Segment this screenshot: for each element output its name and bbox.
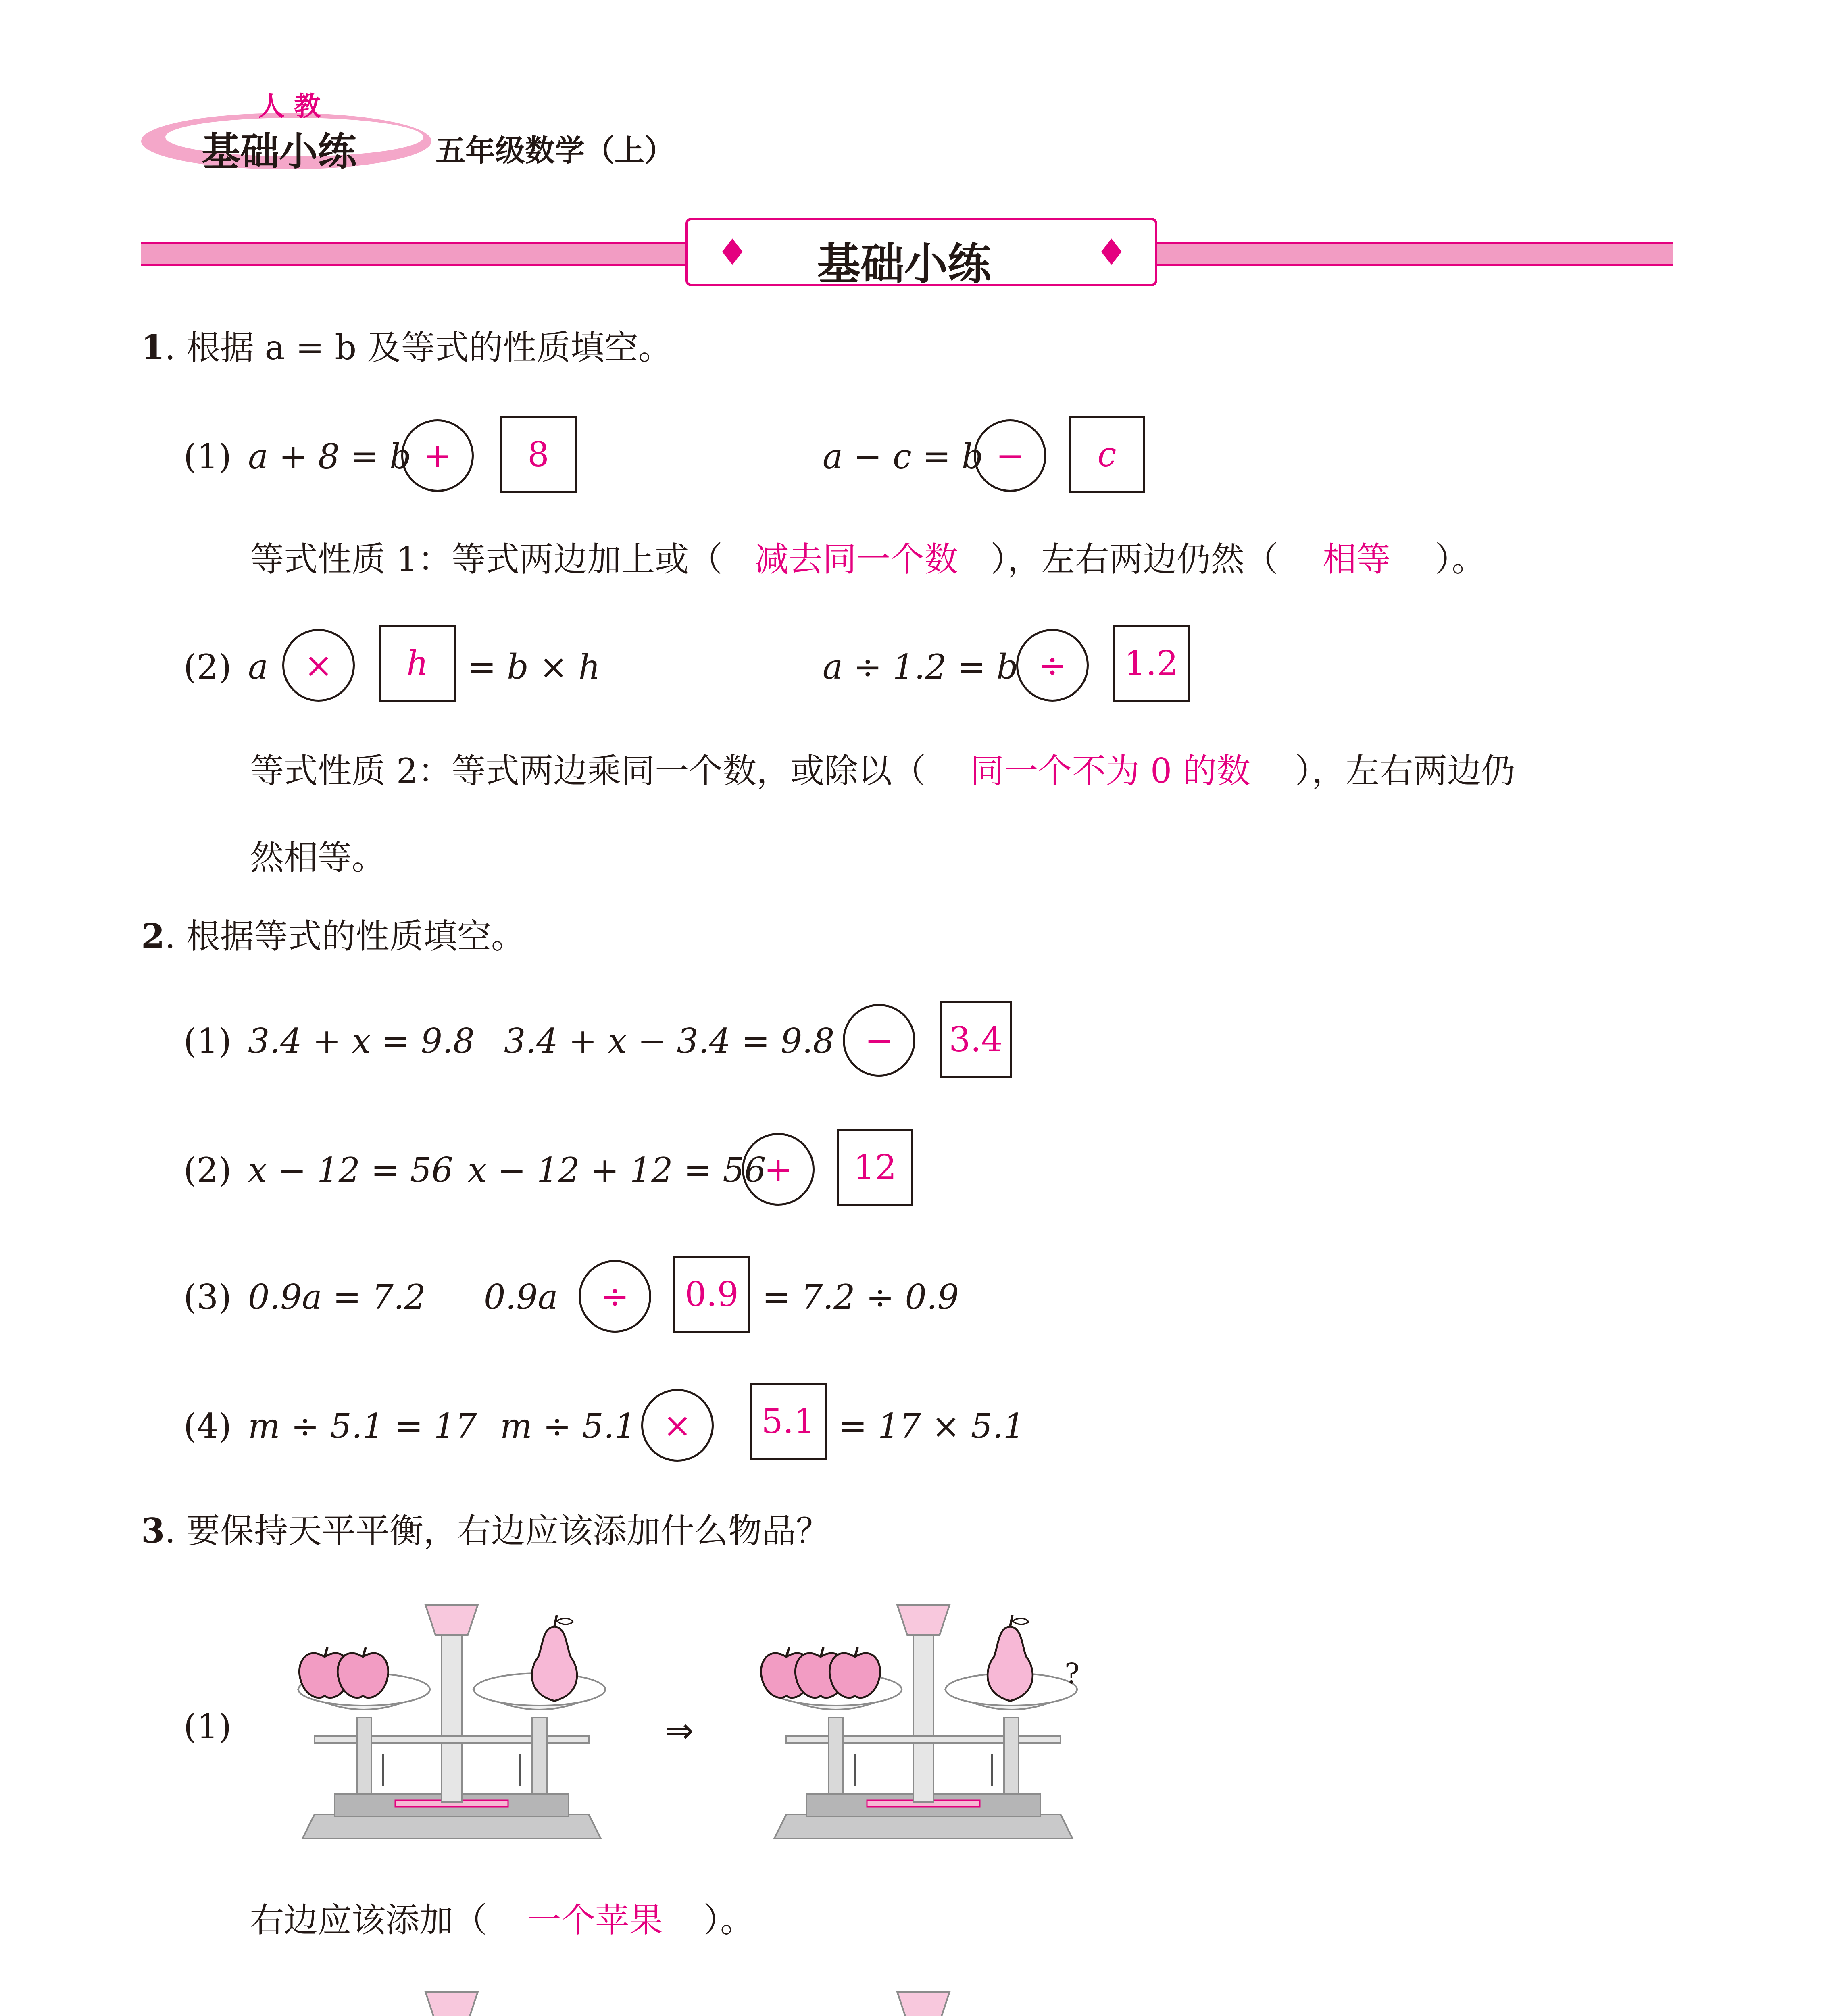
q1-prop1-post: ）。	[1435, 539, 1486, 579]
q1-p2-label: (2)	[183, 647, 231, 687]
q2-item-op: ×	[641, 1389, 714, 1462]
q3-number: 3	[141, 1511, 165, 1551]
section-banner	[141, 218, 1673, 290]
q2-item-work: 0.9a	[484, 1277, 558, 1317]
diamond-right-icon: ♦	[1095, 231, 1128, 274]
q2-item-op: −	[843, 1004, 915, 1077]
q1-prop1-pre: 等式性质 1：等式两边加上或（	[250, 539, 723, 579]
q2-item-work: m ÷ 5.1	[500, 1406, 636, 1446]
q1-number: 1	[141, 327, 165, 367]
q2-item-val: 0.9	[673, 1256, 750, 1333]
q2-item-work: 3.4 + x − 3.4 = 9.8	[504, 1021, 835, 1061]
q1-p2-left-tail: = b × h	[468, 647, 600, 687]
question-mark: ?	[1065, 1657, 1080, 1690]
q2-stem: 2. 根据等式的性质填空。	[141, 916, 525, 956]
publisher-tag: 人 教	[258, 91, 321, 122]
q1-prop2-post: ），左右两边仍	[1295, 751, 1515, 791]
banner-box	[685, 218, 1157, 289]
balance-scale-image	[274, 1984, 629, 2016]
q2-item-tail: = 7.2 ÷ 0.9	[762, 1277, 959, 1317]
pear-icon	[516, 1613, 593, 1706]
q2-item-eq: m ÷ 5.1 = 17	[248, 1406, 477, 1446]
q3-answer-pre: 右边应该添加（	[250, 1900, 488, 1940]
diamond-left-icon: ♦	[716, 231, 749, 274]
q1-p2-right-expr: a ÷ 1.2 = b	[823, 647, 1019, 687]
q1-prop2-ans: 同一个不为 0 的数	[970, 751, 1251, 791]
q2-item-val: 5.1	[750, 1383, 827, 1460]
q3-item-label: (1)	[183, 1707, 231, 1746]
q1-stem: 1. 根据 a = b 及等式的性质填空。	[141, 327, 672, 367]
q2-item-label: (3)	[183, 1277, 231, 1317]
banner-band-right	[1157, 242, 1673, 266]
header	[0, 0, 1821, 194]
banner-band-left	[141, 242, 690, 266]
q3-stem: 3. 要保持天平平衡，右边应该添加什么物品？	[141, 1511, 830, 1551]
q3-arrow: ⇒	[665, 1711, 694, 1750]
balance-scale-image	[274, 1597, 629, 1847]
q2-item-label: (2)	[183, 1150, 231, 1190]
apple-icon	[827, 1645, 883, 1702]
q1-p1-right-op: −	[974, 419, 1046, 492]
q2-item-eq: 3.4 + x = 9.8	[248, 1021, 475, 1061]
q1-p2-right-op: ÷	[1016, 629, 1089, 702]
q1-p2-left-a: a	[248, 647, 269, 687]
q1-p2-left-op: ×	[282, 629, 355, 702]
q2-item-label: (4)	[183, 1406, 231, 1446]
q1-stem-text: 根据 a = b 及等式的性质填空。	[186, 328, 672, 367]
q1-prop2	[250, 751, 1515, 791]
q1-prop2-pre: 等式性质 2：等式两边乘同一个数，或除以（	[250, 751, 926, 791]
q1-p2-right-val: 1.2	[1113, 625, 1190, 702]
q1-prop1	[250, 539, 1486, 579]
book-title: 五年级数学（上）	[435, 133, 674, 168]
q3-answer-line	[250, 1900, 754, 1940]
q3-stem-text: 要保持天平平衡，右边应该添加什么物品？	[186, 1511, 830, 1551]
q2-item-op: ÷	[579, 1260, 651, 1333]
q1-prop2-line2: 然相等。	[250, 838, 386, 877]
q2-item-tail: = 17 × 5.1	[839, 1406, 1025, 1446]
q2-item-eq: 0.9a = 7.2	[248, 1277, 426, 1317]
q2-number: 2	[141, 916, 165, 956]
series-title: 基础小练	[202, 129, 356, 174]
q2-item-op: +	[742, 1133, 815, 1206]
q1-prop1-mid: ），左右两边仍然（	[990, 539, 1279, 579]
q3-answer-post: ）。	[703, 1900, 754, 1940]
q2-item-val: 12	[837, 1129, 913, 1206]
q1-p1-left-expr: a + 8 = b	[248, 437, 411, 476]
section-title: 基础小练	[817, 239, 992, 289]
q1-p1-right-val: c	[1069, 416, 1145, 493]
q1-p1-label: (1)	[183, 437, 231, 476]
q1-p1-left-op: +	[401, 419, 474, 492]
q3-answer: 一个苹果	[527, 1900, 663, 1940]
q2-item-label: (1)	[183, 1021, 231, 1061]
q1-prop1-ans2: 相等	[1323, 539, 1391, 579]
balance-scale-image	[746, 1597, 1101, 1847]
q1-prop1-ans1: 减去同一个数	[755, 539, 958, 579]
q2-item-work: x − 12 + 12 = 56	[468, 1150, 766, 1190]
q1-p1-left-val: 8	[500, 416, 577, 493]
q2-item-eq: x − 12 = 56	[248, 1150, 453, 1190]
q2-stem-text: 根据等式的性质填空。	[186, 916, 525, 956]
apple-icon	[335, 1645, 391, 1702]
q1-p2-left-val: h	[379, 625, 456, 702]
pear-icon	[972, 1613, 1048, 1706]
q1-p1-right-expr: a − c = b	[823, 437, 983, 476]
balance-scale-image	[746, 1984, 1101, 2016]
q2-item-val: 3.4	[940, 1001, 1012, 1078]
